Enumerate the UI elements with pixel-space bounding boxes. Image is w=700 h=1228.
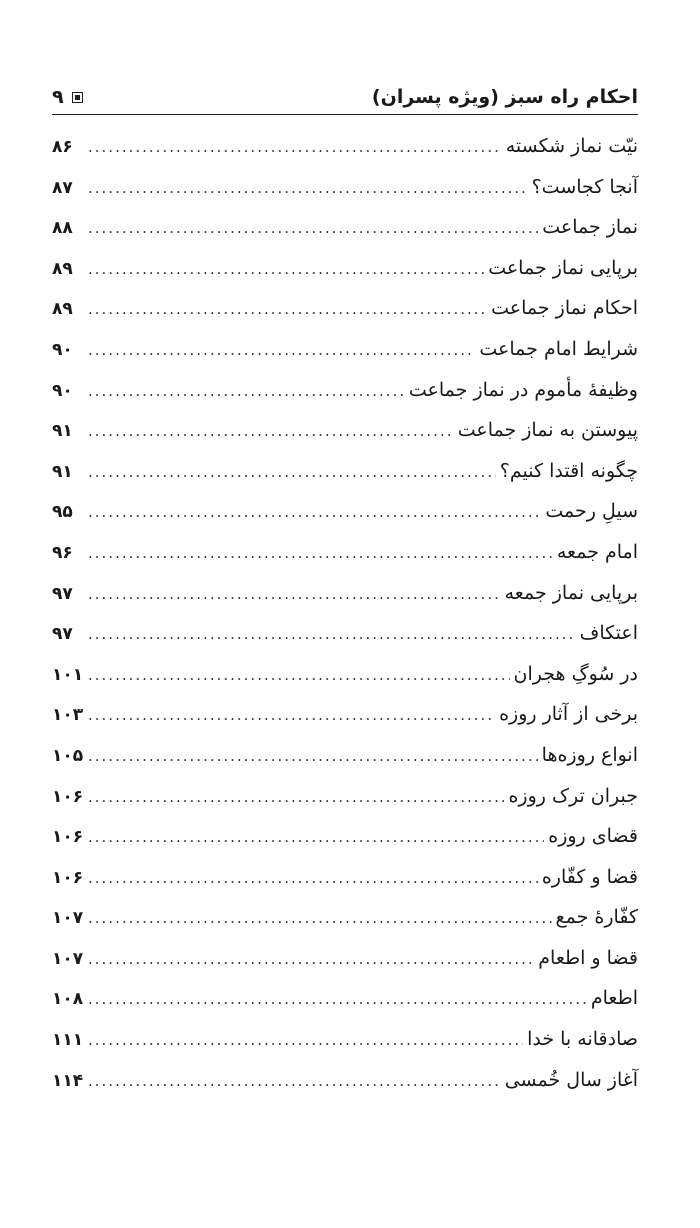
toc-entry-title: اعتکاف [579,622,638,645]
toc-entry [52,663,638,704]
toc-entry [52,906,638,947]
toc-entry-page: ۸۸ [52,218,73,239]
toc-entry-title: اطعام [590,987,638,1010]
toc-entry [52,582,638,623]
toc-entry [52,541,638,582]
dot-leader [88,625,576,643]
dot-leader [88,422,454,440]
toc-entry-page: ۱۰۶ [52,867,84,888]
dot-leader [88,747,538,765]
toc-entry-title: قضای روزه [548,825,638,848]
toc-entry-page: ۸۶ [52,137,73,157]
toc-entry [52,622,638,663]
toc-entry [52,460,638,501]
dot-leader [88,382,405,400]
toc-entry-title: نماز جماعت [542,216,638,239]
toc-entry [52,379,638,420]
running-header [52,78,638,115]
toc-entry-title: نیّت نماز شکسته [505,135,638,157]
toc-entry-page: ۱۰۷ [52,948,84,969]
toc-entry-title: برپایی نماز جماعت [488,256,638,279]
toc-entry [52,825,638,866]
toc-entry-title: صادقانه با خدا [527,1028,638,1051]
toc-entry [52,744,638,785]
dot-leader [88,544,553,562]
toc-entry [52,1069,638,1110]
toc-entry-page: ۹۶ [52,542,73,563]
toc-entry [52,135,638,176]
toc-entry-page: ۸۹ [52,299,73,320]
table-of-contents [52,135,638,1109]
toc-entry [52,419,638,460]
dot-leader [88,1031,523,1049]
toc-entry-title: در سُوگِ هجران [513,662,638,685]
book-page [52,78,638,1109]
toc-entry-page: ۱۰۳ [52,705,84,726]
toc-entry-title: شرایط امام جماعت [479,337,638,360]
dot-leader [88,666,510,684]
header-title: احکام راه سبز (ویژه پسران) [371,86,638,108]
toc-entry [52,987,638,1028]
dot-leader [88,463,496,481]
toc-entry-page: ۹۱ [52,461,73,482]
dot-leader [88,585,501,603]
toc-entry-title: آنجا کجاست؟ [531,175,638,198]
dot-leader [88,341,475,359]
toc-entry [52,703,638,744]
dot-leader [88,503,541,521]
toc-entry-page: ۸۷ [52,177,73,198]
toc-entry-page: ۱۱۴ [52,1070,84,1091]
toc-entry-page: ۱۰۷ [52,908,84,929]
toc-entry-page: ۹۰ [52,380,73,401]
dot-leader [88,219,538,237]
toc-entry-page: ۱۱۱ [52,1030,84,1051]
toc-entry-page: ۹۷ [52,624,73,645]
toc-entry [52,216,638,257]
toc-entry-title: امام جمعه [556,540,638,563]
toc-entry [52,866,638,907]
toc-entry-page: ۱۰۱ [52,664,84,685]
toc-entry-title: برپایی نماز جمعه [504,581,638,604]
toc-entry-title: پیوستن به نماز جماعت [457,419,638,442]
toc-entry-title: وظیفهٔ مأموم در نماز جماعت [408,378,638,401]
dot-leader [88,869,538,887]
toc-entry-title: آغاز سال خُمسی [504,1068,638,1091]
toc-entry [52,500,638,541]
dot-leader [88,1072,501,1090]
toc-entry-page: ۹۰ [52,339,73,360]
toc-entry-page: ۸۹ [52,258,73,279]
toc-entry-page: ۱۰۶ [52,786,84,807]
square-bullet-icon [72,92,83,103]
toc-entry [52,297,638,338]
toc-entry [52,257,638,298]
toc-entry-title: جبران ترک روزه [508,784,638,807]
toc-entry-page: ۱۰۸ [52,989,84,1010]
toc-entry [52,947,638,988]
toc-entry-title: کفّارهٔ جمع [555,906,638,929]
toc-entry-title: انواع روزه‌ها [541,743,638,766]
toc-entry [52,1028,638,1069]
dot-leader [88,788,504,806]
toc-entry-page: ۹۱ [52,421,73,442]
dot-leader [88,260,484,278]
dot-leader [88,909,552,927]
dot-leader [88,179,528,197]
dot-leader [88,706,495,724]
toc-entry [52,785,638,826]
toc-entry-title: برخی از آثار روزه [499,703,638,726]
dot-leader [88,138,502,156]
toc-entry [52,338,638,379]
toc-entry-title: سیلِ رحمت [545,500,638,523]
toc-entry-page: ۱۰۵ [52,745,84,766]
dot-leader [88,300,487,318]
dot-leader [88,828,544,846]
toc-entry-page: ۱۰۶ [52,827,84,848]
header-page-group [52,84,83,110]
toc-entry-title: احکام نماز جماعت [491,297,638,320]
toc-entry-title: چگونه اقتدا کنیم؟ [499,459,638,482]
header-page-number: ۹ [52,86,64,108]
dot-leader [88,950,534,968]
toc-entry [52,176,638,217]
toc-entry-page: ۹۵ [52,502,73,523]
toc-entry-title: قضا و اطعام [538,946,638,969]
dot-leader [88,990,587,1008]
toc-entry-title: قضا و کفّاره [541,865,638,888]
toc-entry-page: ۹۷ [52,583,73,604]
